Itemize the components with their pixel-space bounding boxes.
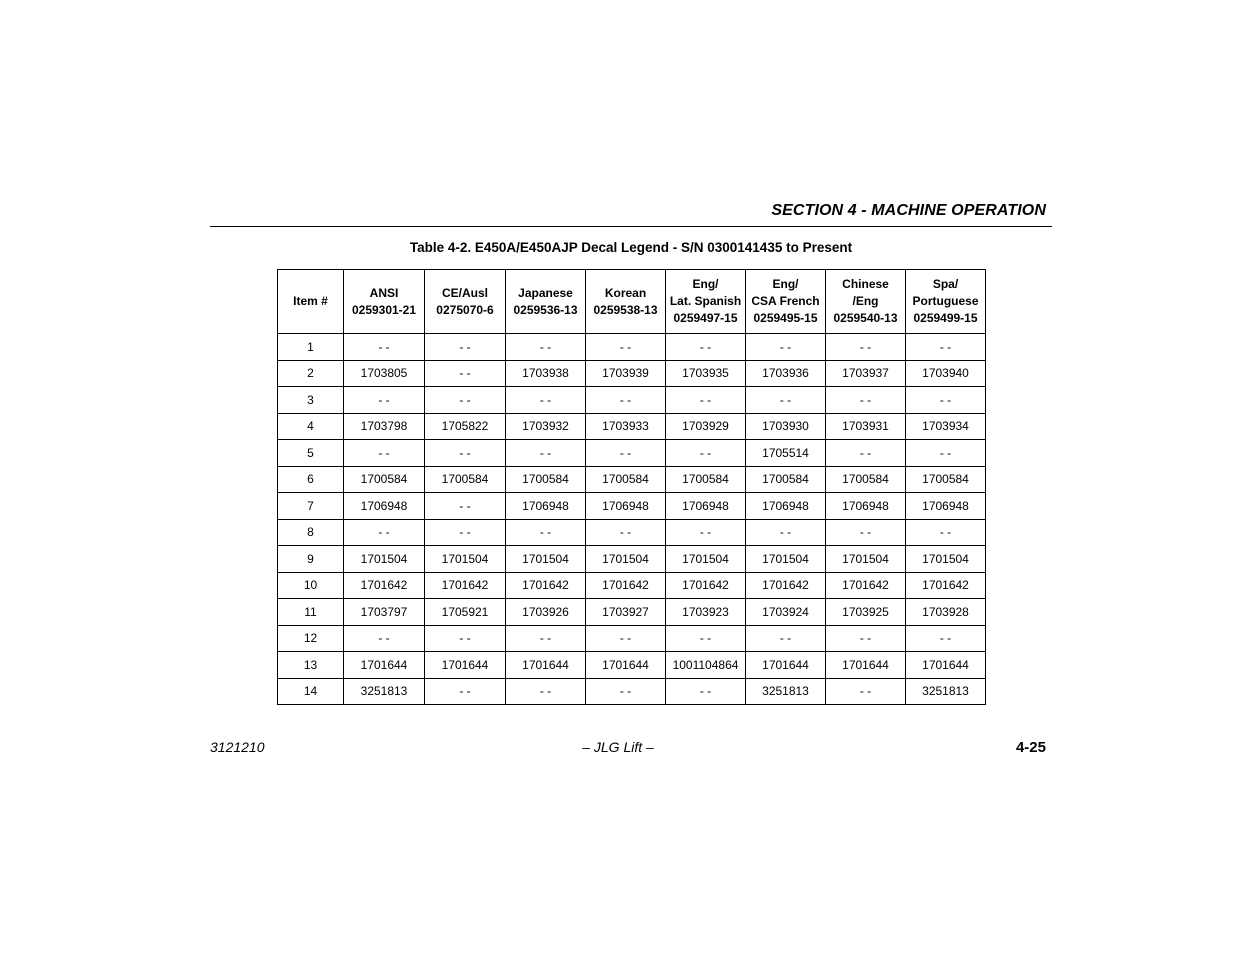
part-number-cell: 1703924 — [746, 599, 826, 626]
part-number-cell: 1703805 — [344, 360, 425, 387]
item-number-cell: 1 — [278, 334, 344, 361]
part-number-cell: 1706948 — [826, 493, 906, 520]
part-number-cell: - - — [344, 625, 425, 652]
part-number-cell: 1001104864 — [666, 652, 746, 679]
part-number-cell: 1701642 — [826, 572, 906, 599]
page-number: 4-25 — [1015, 739, 1046, 756]
part-number-cell: - - — [425, 493, 506, 520]
table-row — [278, 546, 986, 573]
column-header-line: 0259499-15 — [913, 311, 978, 325]
item-number-cell: 10 — [278, 572, 344, 599]
part-number-cell: 1701642 — [344, 572, 425, 599]
part-number-cell: 1703798 — [344, 413, 425, 440]
part-number-cell: 1700584 — [344, 466, 425, 493]
item-number-cell: 4 — [278, 413, 344, 440]
table-row — [278, 572, 986, 599]
part-number-cell: 1701504 — [906, 546, 986, 573]
part-number-cell: 1706948 — [746, 493, 826, 520]
part-number-cell: - - — [906, 440, 986, 467]
part-number-cell: 1703939 — [586, 360, 666, 387]
part-number-cell: 1700584 — [666, 466, 746, 493]
part-number-cell: - - — [586, 440, 666, 467]
part-number-cell: 1703938 — [506, 360, 586, 387]
item-number-cell: 5 — [278, 440, 344, 467]
column-header — [586, 270, 666, 334]
column-header-line: 0259497-15 — [673, 311, 738, 325]
part-number-cell: 1701644 — [586, 652, 666, 679]
part-number-cell: 1701504 — [666, 546, 746, 573]
part-number-cell: 1706948 — [506, 493, 586, 520]
part-number-cell: - - — [746, 387, 826, 414]
part-number-cell: - - — [746, 519, 826, 546]
table-header-row — [278, 270, 986, 334]
part-number-cell: - - — [906, 625, 986, 652]
decal-legend-table — [277, 269, 986, 705]
part-number-cell: 1703940 — [906, 360, 986, 387]
part-number-cell: 1701642 — [586, 572, 666, 599]
part-number-cell: 1703926 — [506, 599, 586, 626]
part-number-cell: 1705514 — [746, 440, 826, 467]
item-number-cell: 6 — [278, 466, 344, 493]
part-number-cell: 1703934 — [906, 413, 986, 440]
table-row — [278, 599, 986, 626]
part-number-cell: - - — [506, 519, 586, 546]
item-number-cell: 9 — [278, 546, 344, 573]
part-number-cell: - - — [906, 387, 986, 414]
part-number-cell: - - — [826, 519, 906, 546]
part-number-cell: 3251813 — [746, 678, 826, 705]
item-number-cell: 13 — [278, 652, 344, 679]
table-row — [278, 334, 986, 361]
part-number-cell: 1703797 — [344, 599, 425, 626]
part-number-cell: - - — [906, 334, 986, 361]
item-number-cell: 8 — [278, 519, 344, 546]
column-header-line: 0259536-13 — [513, 302, 578, 317]
part-number-cell: - - — [666, 387, 746, 414]
part-number-cell: 1703937 — [826, 360, 906, 387]
part-number-cell: - - — [586, 387, 666, 414]
part-number-cell: 1701644 — [906, 652, 986, 679]
column-header — [506, 270, 586, 334]
part-number-cell: - - — [425, 678, 506, 705]
section-title: SECTION 4 - MACHINE OPERATION — [771, 202, 1046, 219]
column-header-line: CSA French — [751, 294, 820, 308]
part-number-cell: 1701504 — [826, 546, 906, 573]
item-number-cell: 12 — [278, 625, 344, 652]
part-number-cell: - - — [586, 519, 666, 546]
part-number-cell: - - — [746, 625, 826, 652]
part-number-cell: - - — [344, 387, 425, 414]
part-number-cell: 1701642 — [425, 572, 506, 599]
item-number-cell: 2 — [278, 360, 344, 387]
part-number-cell: 1705822 — [425, 413, 506, 440]
column-header-line: /Eng — [852, 294, 879, 308]
part-number-cell: - - — [826, 387, 906, 414]
part-number-cell: 1706948 — [344, 493, 425, 520]
part-number-cell: 1701644 — [746, 652, 826, 679]
part-number-cell: - - — [425, 334, 506, 361]
part-number-cell: 1700584 — [586, 466, 666, 493]
part-number-cell: 1703933 — [586, 413, 666, 440]
column-header-line: CE/Ausl — [441, 285, 488, 300]
part-number-cell: - - — [425, 519, 506, 546]
table-row — [278, 652, 986, 679]
part-number-cell: 1706948 — [666, 493, 746, 520]
part-number-cell: - - — [344, 519, 425, 546]
part-number-cell: 1700584 — [425, 466, 506, 493]
part-number-cell: 1703931 — [826, 413, 906, 440]
part-number-cell: - - — [746, 334, 826, 361]
part-number-cell: 1700584 — [826, 466, 906, 493]
part-number-cell: 1705921 — [425, 599, 506, 626]
part-number-cell: - - — [586, 334, 666, 361]
part-number-cell: 1701504 — [746, 546, 826, 573]
part-number-cell: 3251813 — [344, 678, 425, 705]
part-number-cell: 1703928 — [906, 599, 986, 626]
table-row — [278, 413, 986, 440]
column-header-line: 0259301-21 — [351, 302, 417, 317]
part-number-cell: 3251813 — [906, 678, 986, 705]
part-number-cell: - - — [506, 440, 586, 467]
column-header-line: Korean — [604, 285, 647, 300]
column-header — [746, 270, 826, 334]
part-number-cell: 1703936 — [746, 360, 826, 387]
part-number-cell: 1703930 — [746, 413, 826, 440]
table-row — [278, 360, 986, 387]
part-number-cell: 1700584 — [506, 466, 586, 493]
column-header-line: 0275070-6 — [436, 302, 494, 317]
item-number-cell: 14 — [278, 678, 344, 705]
part-number-cell: - - — [826, 625, 906, 652]
column-header-line: 0259495-15 — [753, 311, 818, 325]
part-number-cell: - - — [425, 360, 506, 387]
part-number-cell: 1701644 — [344, 652, 425, 679]
part-number-cell: - - — [826, 334, 906, 361]
part-number-cell: 1703935 — [666, 360, 746, 387]
column-header-line: Chinese — [842, 277, 889, 291]
part-number-cell: 1706948 — [906, 493, 986, 520]
document-number: 3121210 — [210, 739, 265, 755]
part-number-cell: 1701642 — [506, 572, 586, 599]
column-header — [826, 270, 906, 334]
item-number-cell: 7 — [278, 493, 344, 520]
part-number-cell: 1700584 — [746, 466, 826, 493]
table-row — [278, 519, 986, 546]
column-header-line: Portuguese — [912, 294, 979, 308]
table-row — [278, 440, 986, 467]
table-row — [278, 387, 986, 414]
column-header — [906, 270, 986, 334]
part-number-cell: - - — [506, 387, 586, 414]
part-number-cell: - - — [425, 387, 506, 414]
column-header — [278, 270, 344, 334]
part-number-cell: 1703932 — [506, 413, 586, 440]
part-number-cell: - - — [586, 625, 666, 652]
part-number-cell: 1703927 — [586, 599, 666, 626]
column-header-line: Spa/ — [932, 277, 959, 291]
part-number-cell: 1701504 — [425, 546, 506, 573]
table-row — [278, 493, 986, 520]
column-header-line: Lat. Spanish — [669, 294, 742, 308]
part-number-cell: - - — [344, 334, 425, 361]
part-number-cell: - - — [826, 440, 906, 467]
part-number-cell: 1701504 — [506, 546, 586, 573]
part-number-cell: 1701642 — [666, 572, 746, 599]
brand-footer: – JLG Lift – — [582, 739, 654, 755]
column-header — [344, 270, 425, 334]
table-row — [278, 678, 986, 705]
column-header-line: Japanese — [518, 285, 573, 300]
part-number-cell: - - — [826, 678, 906, 705]
part-number-cell: - - — [666, 440, 746, 467]
part-number-cell: 1700584 — [906, 466, 986, 493]
part-number-cell: - - — [506, 625, 586, 652]
section-header — [210, 198, 1052, 227]
item-number-cell: 11 — [278, 599, 344, 626]
part-number-cell: - - — [906, 519, 986, 546]
column-header-line: 0259538-13 — [593, 302, 658, 317]
part-number-cell: - - — [666, 334, 746, 361]
part-number-cell: 1703923 — [666, 599, 746, 626]
part-number-cell: - - — [344, 440, 425, 467]
part-number-cell: 1701504 — [586, 546, 666, 573]
part-number-cell: - - — [666, 625, 746, 652]
part-number-cell: 1701644 — [506, 652, 586, 679]
table-caption: Table 4-2. E450A/E450AJP Decal Legend - S/N 0300141435 to Present — [409, 240, 853, 255]
part-number-cell: 1701644 — [425, 652, 506, 679]
part-number-cell: 1701642 — [746, 572, 826, 599]
column-header-line: ANSI — [369, 285, 399, 300]
part-number-cell: - - — [506, 678, 586, 705]
part-number-cell: 1703925 — [826, 599, 906, 626]
column-header-line: Eng/ — [772, 277, 799, 291]
column-header — [425, 270, 506, 334]
part-number-cell: 1701644 — [826, 652, 906, 679]
part-number-cell: - - — [666, 678, 746, 705]
table-body — [278, 334, 986, 705]
part-number-cell: - - — [425, 440, 506, 467]
part-number-cell: - - — [666, 519, 746, 546]
column-header-line: 0259540-13 — [833, 311, 898, 325]
column-header — [666, 270, 746, 334]
table-row — [278, 625, 986, 652]
part-number-cell: - - — [586, 678, 666, 705]
part-number-cell: 1701504 — [344, 546, 425, 573]
part-number-cell: 1706948 — [586, 493, 666, 520]
part-number-cell: 1701642 — [906, 572, 986, 599]
part-number-cell: - - — [425, 625, 506, 652]
item-number-cell: 3 — [278, 387, 344, 414]
column-header-line: Eng/ — [692, 277, 719, 291]
part-number-cell: 1703929 — [666, 413, 746, 440]
column-header-line: Item # — [293, 294, 328, 308]
table-row — [278, 466, 986, 493]
part-number-cell: - - — [506, 334, 586, 361]
